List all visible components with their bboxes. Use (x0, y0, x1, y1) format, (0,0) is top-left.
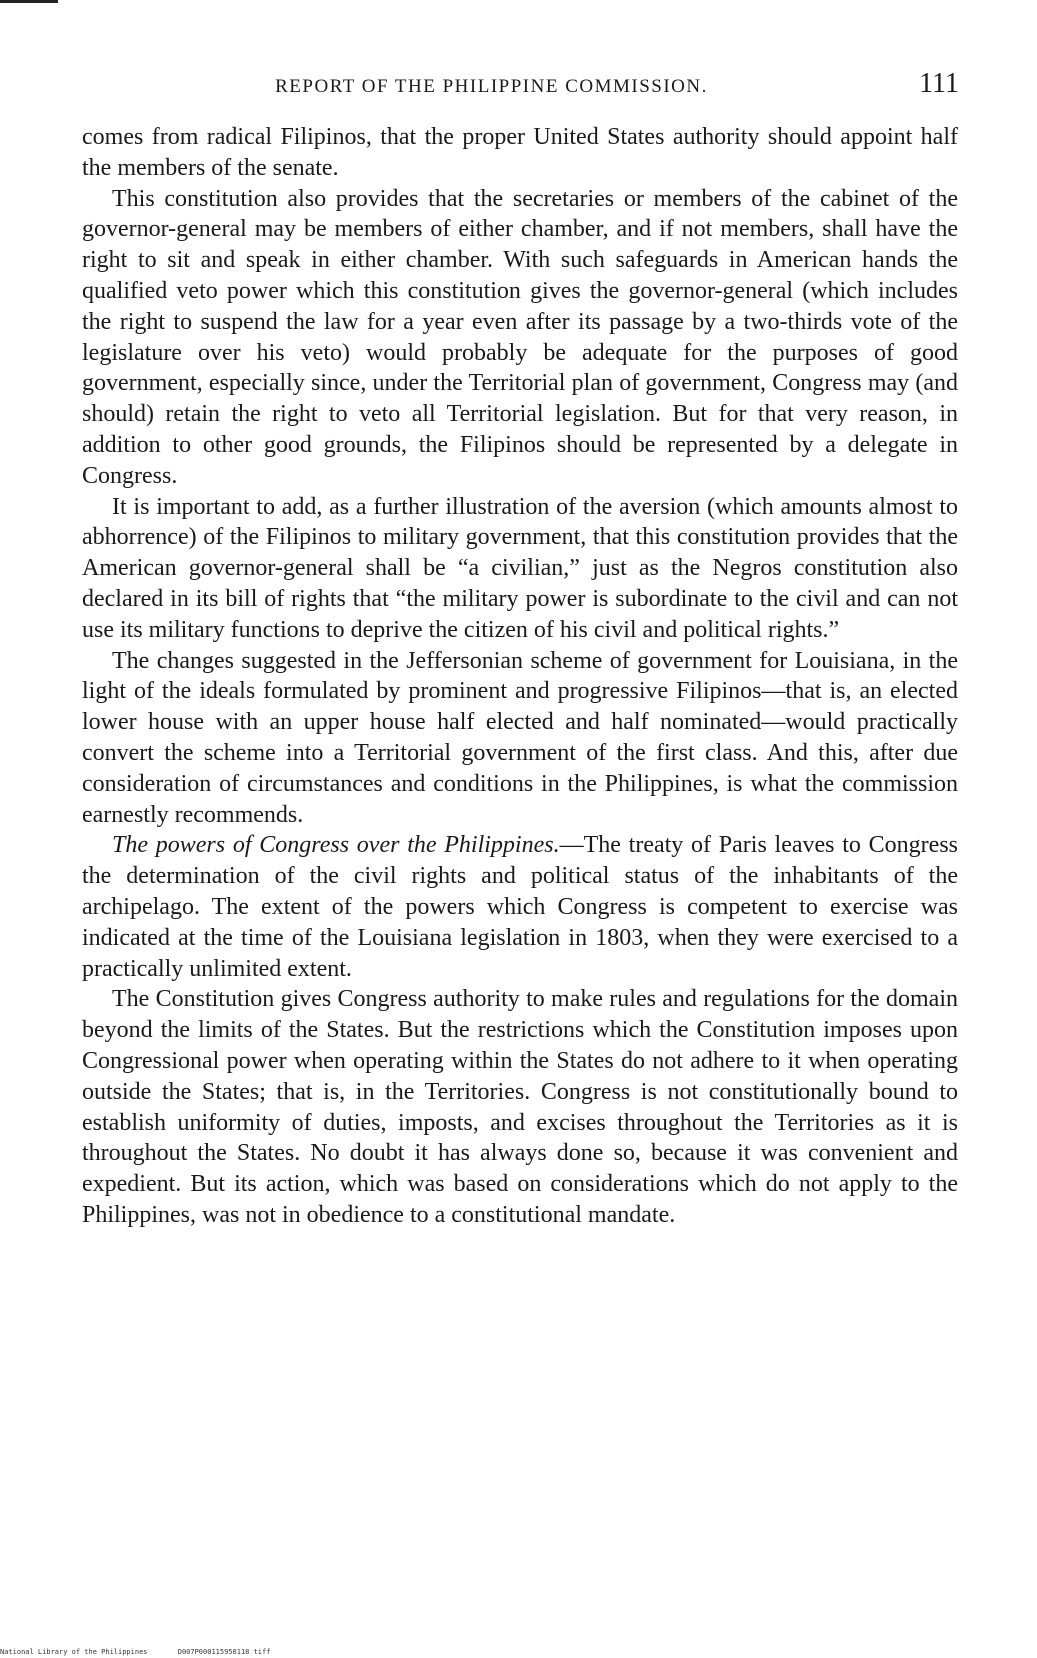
paragraph-6: The Constitution gives Congress authority to make rules and regulations for the domain beyond the limits of the States. But the restrictions which the Constitution imposes upon Congressional power when operating within the States do not adhere to it when operating outside the States; that is, in the Territories. Congress is not constitutionally bound to establish uniformity of duties, imposts, and excises throughout the Territories as it is throughout the States. No doubt it has always done so, because it was convenient and expedient. But its action, which was based on considerations which do not apply to the Philippines, was not in obedience to a constitutional mandate. (82, 986, 958, 1228)
page-header (84, 64, 959, 104)
top-edge-rule (0, 0, 58, 3)
paragraph-2: This constitution also provides that the secretaries or members of the cabinet of the governor-general may be members of either chamber, and if not members, shall have the right to sit and speak in either chamber. With such safeguards in American hands the qualified veto power which this constitution gives the governor-general (which includes the right to suspend the law for a year even after its passage by a two-thirds vote of the legislature over his veto) would probably be adequate for the purposes of good government, especially since, under the Territorial plan of government, Congress may (and should) retain the right to veto all Territorial legislation. But for that very reason, in addition to other good grounds, the Filipinos should be represented by a delegate in Congress. (82, 185, 958, 489)
footer-file: D007P000115950118 tiff (177, 1648, 271, 1656)
paragraph-3: It is important to add, as a further illustration of the aversion (which amounts almost to abhorrence) of the Filipinos to military government, that this constitution provides that the American governor-general shall be “a civilian,” just as the Negros constitution also declared in its bill of rights that “the military power is subordinate to the civil and can not use its military functions to deprive the citizen of his civil and political rights.” (82, 493, 958, 643)
paragraph-1: comes from radical Filipinos, that the proper United States authority should appoint half the members of the senate. (82, 124, 958, 181)
body-text (82, 122, 958, 1231)
footer-library: National Library of the Philippines (0, 1648, 148, 1656)
paragraph-5 (82, 830, 958, 984)
paragraph-4: The changes suggested in the Jeffersonian scheme of government for Louisiana, in the light of the ideals formulated by prominent and progressive Filipinos—that is, an elected lower house with an upper house half elected and half nominated—would practically convert the scheme into a Territorial government of the first class. And this, after due consideration of circumstances and conditions in the Philippines, is what the commission earnestly recommends. (82, 647, 958, 828)
page-number: 111 (919, 68, 959, 99)
paragraph-5-text: —The treaty of Paris leaves to Congress the determination of the civil rights and political status of the inhabitants of the archipelago. The extent of the powers which Congress is competent to exercise was indicated at the time of the Louisiana legislation in 1803, when they were exercised to a practically unlimited extent. (82, 832, 958, 982)
scan-footer (0, 1648, 296, 1656)
section-heading: The powers of Congress over the Philippines. (112, 832, 560, 859)
running-title: REPORT OF THE PHILIPPINE COMMISSION. (275, 76, 708, 97)
